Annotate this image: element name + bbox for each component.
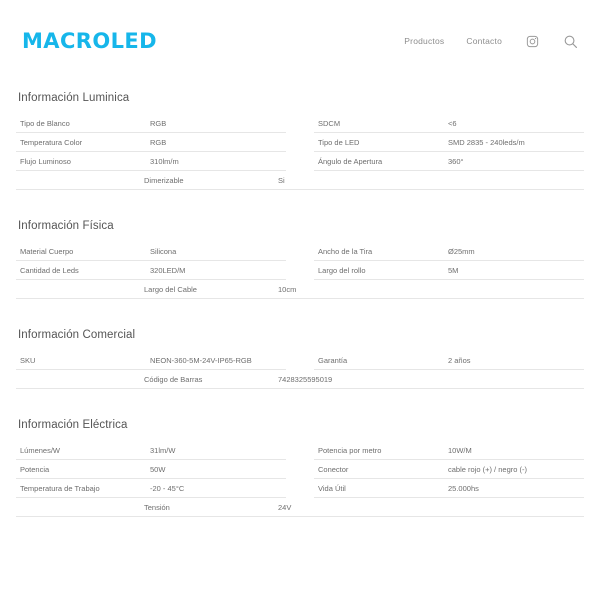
spec-value: 5M <box>448 265 459 275</box>
section-title: Información Eléctrica <box>18 419 128 431</box>
spec-value: 360° <box>448 156 464 166</box>
site-header <box>0 0 600 82</box>
spec-column-right <box>300 441 584 498</box>
spec-value: RGB <box>150 118 167 128</box>
spec-value: cable rojo (+) / negro (-) <box>448 464 527 474</box>
spec-value: 10W/M <box>448 445 472 455</box>
spec-row <box>16 114 286 133</box>
spec-key: SDCM <box>318 118 341 128</box>
section-title: Información Luminica <box>18 92 130 104</box>
spec-key: Largo del rollo <box>318 265 366 275</box>
spec-row <box>314 351 584 370</box>
spec-grid <box>16 242 584 280</box>
spec-column-left <box>16 114 300 171</box>
spec-value: NEON-360-5M-24V-IP65-RGB <box>150 355 252 365</box>
spec-key: Tipo de Blanco <box>20 118 70 128</box>
spec-column-right <box>300 351 584 370</box>
spec-key: Dimerizable <box>144 175 184 185</box>
spec-row <box>314 460 584 479</box>
section-title: Información Física <box>18 220 114 232</box>
spec-row <box>314 133 584 152</box>
section-title: Información Comercial <box>18 329 136 341</box>
spec-row <box>16 460 286 479</box>
spec-key: Ángulo de Apertura <box>318 156 383 166</box>
spec-grid <box>16 441 584 498</box>
spec-row-centered <box>16 280 584 299</box>
nav-link-contacto[interactable]: Contacto <box>466 36 502 46</box>
section-informacion-fisica <box>16 210 584 299</box>
spec-column-left <box>16 441 300 498</box>
spec-key: Temperatura de Trabajo <box>20 483 100 493</box>
spec-value: RGB <box>150 137 167 147</box>
main-navigation <box>404 33 578 49</box>
spec-value: -20 - 45°C <box>150 483 185 493</box>
spec-value: 50W <box>150 464 166 474</box>
spec-row-centered <box>16 498 584 517</box>
spec-value: <6 <box>448 118 457 128</box>
spec-key: Lúmenes/W <box>20 445 61 455</box>
spec-row-centered <box>16 370 584 389</box>
spec-key: Garantía <box>318 355 348 365</box>
spec-value: SMD 2835 - 240leds/m <box>448 137 525 147</box>
spec-row <box>16 242 286 261</box>
spec-value: 31lm/W <box>150 445 176 455</box>
spec-key: Cantidad de Leds <box>20 265 79 275</box>
spec-row <box>314 441 584 460</box>
spec-value: Ø25mm <box>448 246 475 256</box>
spec-value: Si <box>278 175 285 185</box>
spec-row <box>16 133 286 152</box>
spec-value: 310lm/m <box>150 156 179 166</box>
spec-key: Tipo de LED <box>318 137 360 147</box>
spec-column-right <box>300 114 584 171</box>
brand-logo[interactable]: MACROLED <box>22 29 157 53</box>
spec-row <box>16 479 286 498</box>
spec-column-left <box>16 351 300 370</box>
spec-value: 24V <box>278 502 292 512</box>
section-informacion-comercial <box>16 319 584 389</box>
spec-sections <box>0 82 600 517</box>
spec-key: Flujo Luminoso <box>20 156 71 166</box>
nav-link-productos[interactable]: Productos <box>404 36 445 46</box>
spec-key: Ancho de la Tira <box>318 246 373 256</box>
spec-row <box>16 152 286 171</box>
spec-column-left <box>16 242 300 280</box>
spec-key: Tensión <box>144 502 170 512</box>
spec-row <box>314 114 584 133</box>
spec-key: Material Cuerpo <box>20 246 74 256</box>
spec-value: 10cm <box>278 284 297 294</box>
spec-row-centered <box>16 171 584 190</box>
spec-row <box>314 152 584 171</box>
spec-row <box>16 351 286 370</box>
instagram-icon[interactable] <box>524 33 540 49</box>
spec-key: Temperatura Color <box>20 137 83 147</box>
spec-grid <box>16 114 584 171</box>
spec-row <box>314 261 584 280</box>
spec-key: Largo del Cable <box>144 284 197 294</box>
spec-column-right <box>300 242 584 280</box>
section-informacion-luminica <box>16 82 584 190</box>
section-informacion-electrica <box>16 409 584 517</box>
spec-value: 320LED/M <box>150 265 186 275</box>
spec-value: 7428325595019 <box>278 374 333 384</box>
spec-key: SKU <box>20 355 36 365</box>
spec-value: Silicona <box>150 246 177 256</box>
spec-key: Potencia <box>20 464 50 474</box>
spec-row <box>16 261 286 280</box>
spec-key: Potencia por metro <box>318 445 382 455</box>
search-icon[interactable] <box>562 33 578 49</box>
spec-key: Vida Útil <box>318 483 346 493</box>
spec-value: 25.000hs <box>448 483 479 493</box>
spec-grid <box>16 351 584 370</box>
spec-key: Código de Barras <box>144 374 203 384</box>
spec-row <box>16 441 286 460</box>
spec-row <box>314 242 584 261</box>
spec-value: 2 años <box>448 355 471 365</box>
spec-row <box>314 479 584 498</box>
spec-key: Conector <box>318 464 349 474</box>
